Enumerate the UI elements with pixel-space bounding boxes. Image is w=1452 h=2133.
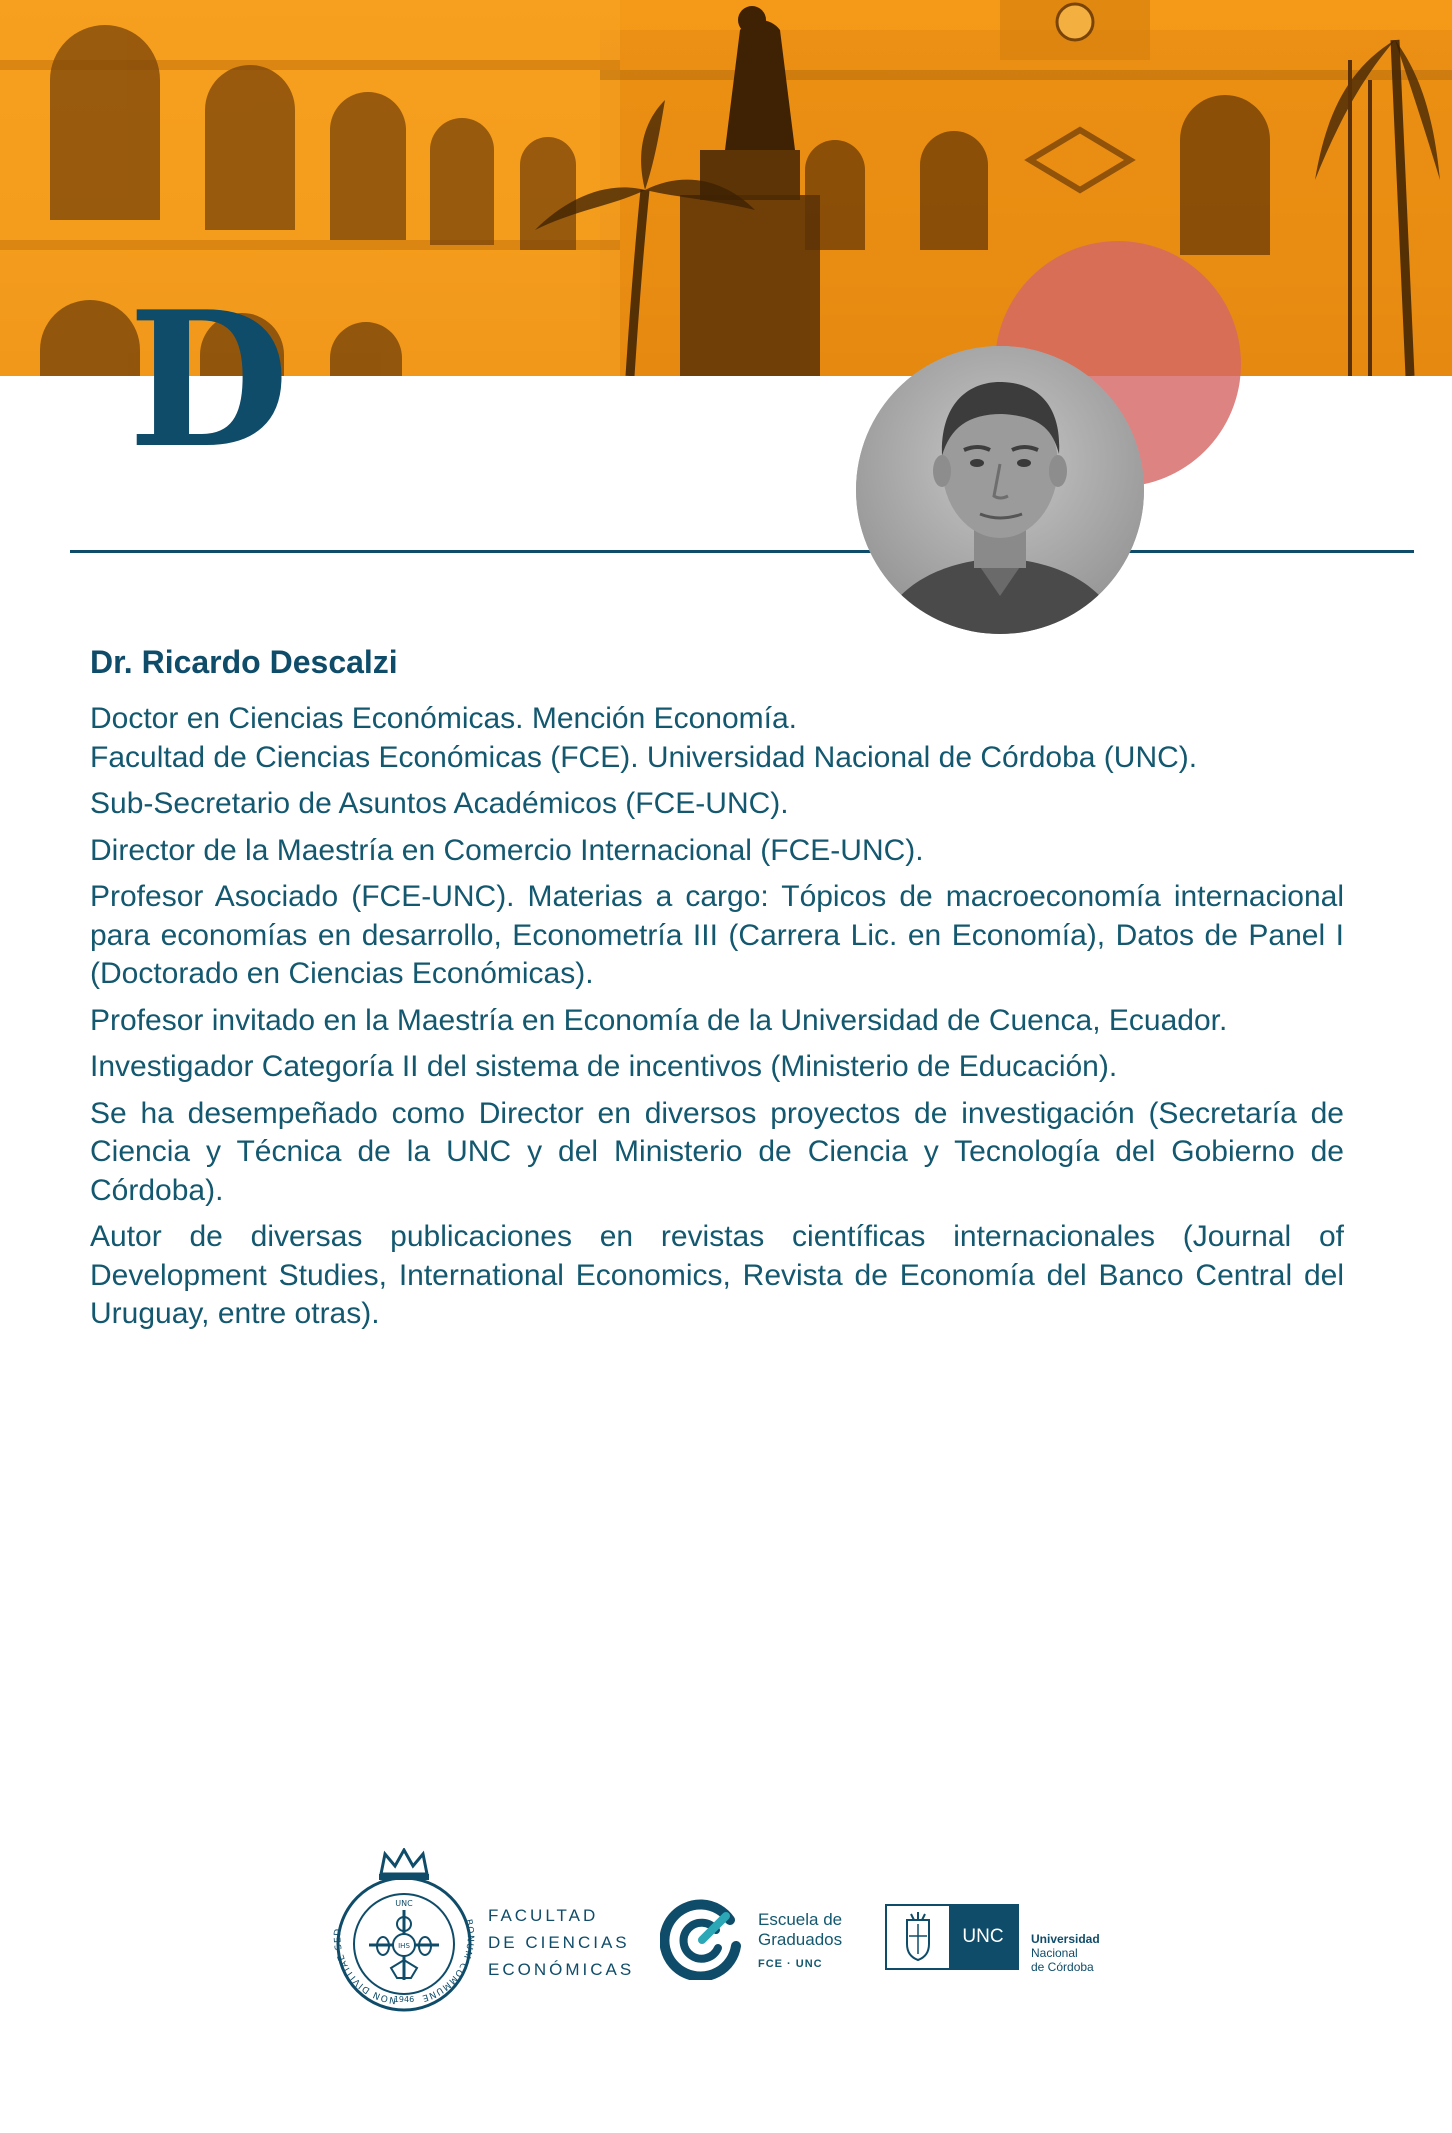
bio-paragraph: Se ha desempeñado como Director en diversos proyectos de investigación (Secretaría de Ciencia y Técnica de la UNC y del Ministerio de Ciencia y Tecnología del Gobierno de Córdoba). xyxy=(90,1096,1344,1207)
bio-paragraph: Autor de diversas publicaciones en revistas científicas internacionales (Journal of Development Studies, International Economics, Revista de Economía del Banco Central del Uruguay, entre otras). xyxy=(90,1220,1344,1330)
eg-line-1: Escuela de xyxy=(758,1910,843,1929)
bio-paragraph-degree xyxy=(90,700,1344,777)
unc-line-2: Nacional xyxy=(1031,1946,1078,1960)
unc-line-1: Universidad xyxy=(1031,1932,1100,1946)
bio-paragraph: Sub-Secretario de Asuntos Académicos (FCE-UNC). xyxy=(90,787,789,820)
initial-letter: D xyxy=(128,270,286,489)
person-name: Dr. Ricardo Descalzi xyxy=(90,644,398,680)
svg-text:BONUM COMMUNE xyxy=(420,1918,475,2002)
fce-seal-logo xyxy=(333,1848,475,2018)
escuela-graduados-logo-icon xyxy=(660,1896,744,1980)
bio-paragraph: Profesor Asociado (FCE-UNC). Materias a cargo: Tópicos de macroeconomía internacional para economías en desarrollo, Econometría III (Carrera Lic. en Economía), Datos de Panel I (Doctorado en Ciencias Económicas). xyxy=(90,880,1344,990)
bio-paragraph: Profesor invitado en la Maestría en Economía de la Universidad de Cuenca, Ecuador. xyxy=(90,1003,1228,1037)
unc-line-3: de Córdoba xyxy=(1031,1960,1094,1974)
bio-institution-line: Facultad de Ciencias Económicas (FCE). Universidad Nacional de Córdoba (UNC). xyxy=(90,740,1198,774)
seal-center-text: IHS xyxy=(398,1942,410,1950)
portrait-photo xyxy=(856,346,1144,634)
unc-wordmark xyxy=(1031,1932,1100,1974)
unc-label: UNC xyxy=(949,1906,1017,1968)
eg-sub: FCE · UNC xyxy=(758,1958,823,1970)
eg-line-2: Graduados xyxy=(758,1930,843,1949)
unc-crest-icon xyxy=(887,1906,949,1968)
seal-year-text: 1946 xyxy=(393,1995,415,2004)
bio-paragraph: Investigador Categoría II del sistema de incentivos (Ministerio de Educación). xyxy=(90,1050,1118,1083)
escuela-graduados-wordmark xyxy=(758,1910,842,1974)
seal-motto-left: NON DIVITIAE SED xyxy=(333,1927,397,2005)
unc-logo xyxy=(885,1904,1019,1970)
bio-degree-line: Doctor en Ciencias Económicas. Mención Economía. xyxy=(90,702,797,735)
fce-line-1: FACULTAD xyxy=(488,1906,599,1925)
seal-top-text: UNC xyxy=(395,1899,413,1908)
fce-line-2: DE CIENCIAS xyxy=(488,1933,630,1952)
bio-paragraph: Director de la Maestría en Comercio Internacional (FCE-UNC). xyxy=(90,833,924,867)
divider-line xyxy=(70,550,1414,553)
bio-section xyxy=(90,638,1344,1342)
fce-wordmark xyxy=(488,1902,634,1983)
footer-logos xyxy=(0,1840,1452,2020)
seal-motto-right: BONUM COMMUNE xyxy=(420,1918,475,2003)
fce-line-3: ECONÓMICAS xyxy=(488,1960,635,1979)
